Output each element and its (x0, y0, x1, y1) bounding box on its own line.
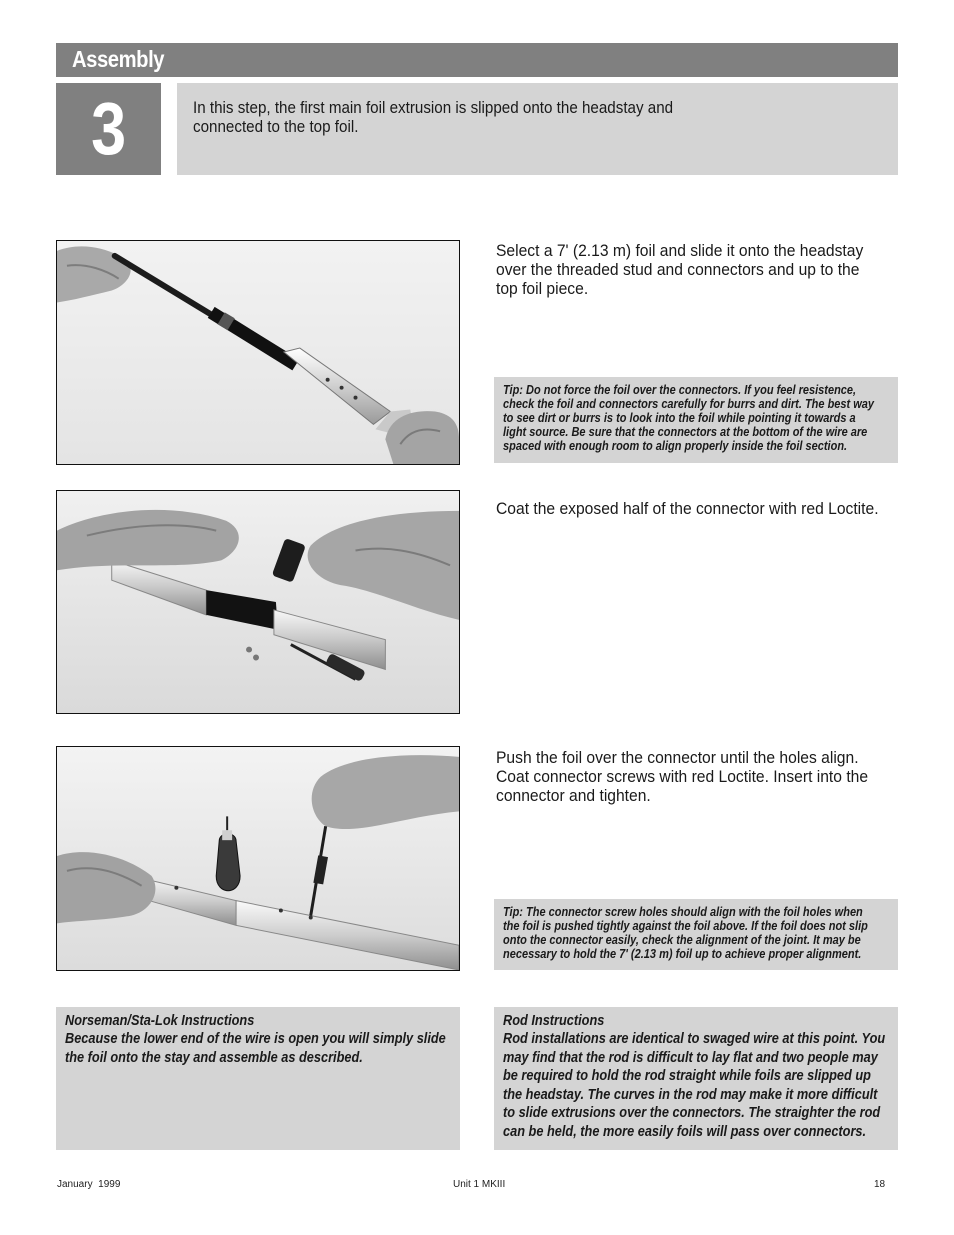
step-3-text: Push the foil over the connector until the holes align. Coat connector screws with red Loctite. Insert into the connector and tighten. (496, 748, 869, 805)
rod-note-box (494, 1007, 898, 1150)
connector-screw-illustration (57, 747, 459, 970)
rod-note-title: Rod Instructions (503, 1013, 605, 1029)
step-3-tip-text: Tip: The connector screw holes should align with the foil holes when the foil is pushed tightly against the foil above. If the foil does not slip onto the connector easily, check the alignment of the joint. It may be necessary to hold the 7' (2.13 m) foil up to achieve proper alignment. (503, 905, 868, 961)
loctite-coating-illustration (57, 491, 459, 713)
step-3-tip-box (494, 899, 898, 970)
step-1-tip-text: Tip: Do not force the foil over the connectors. If you feel resistence, check the foil and connectors carefully for burrs and dirt. The best way to see dirt or burrs is to look into the foil while pointing it towards a light source. Be sure that the connectors at the bottom of the wire are spaced with enough room to align properly inside the foil section. (503, 383, 875, 453)
intro-box (177, 83, 898, 175)
step-2-photo (56, 490, 460, 714)
step-2-text: Coat the exposed half of the connector with red Loctite. (496, 499, 879, 518)
footer-page-number: 18 (874, 1179, 886, 1190)
intro-text: In this step, the first main foil extrusion is slipped onto the headstay and connected to the top foil. (193, 99, 674, 136)
norseman-note-box (56, 1007, 460, 1150)
section-header-bar (56, 43, 898, 77)
step-number-box (56, 83, 161, 175)
footer-date: January 1999 (57, 1179, 121, 1190)
section-title: Assembly (72, 46, 165, 72)
norseman-note-title: Norseman/Sta-Lok Instructions (65, 1013, 255, 1029)
norseman-note-body: Because the lower end of the wire is open you will simply slide the foil onto the stay and assemble as described. (65, 1031, 446, 1066)
rod-note-body: Rod installations are identical to swaged wire at this point. You may find that the rod is difficult to lay flat and two people may be required to hold the rod straight while foils are slipped up the headstay. The curves in the rod may make it more difficult to slide extrusions over the connectors. The straighter the rod can be held, the more easily foils will pass over connectors. (503, 1031, 886, 1140)
step-1-photo (56, 240, 460, 465)
footer-unit: Unit 1 MKIII (453, 1179, 506, 1190)
foil-slide-illustration (57, 241, 459, 464)
step-1-tip-box (494, 377, 898, 463)
step-3-photo (56, 746, 460, 971)
step-number: 3 (91, 87, 126, 170)
step-1-text: Select a 7' (2.13 m) foil and slide it onto the headstay over the threaded stud and connectors and up to the top foil piece. (496, 241, 864, 298)
